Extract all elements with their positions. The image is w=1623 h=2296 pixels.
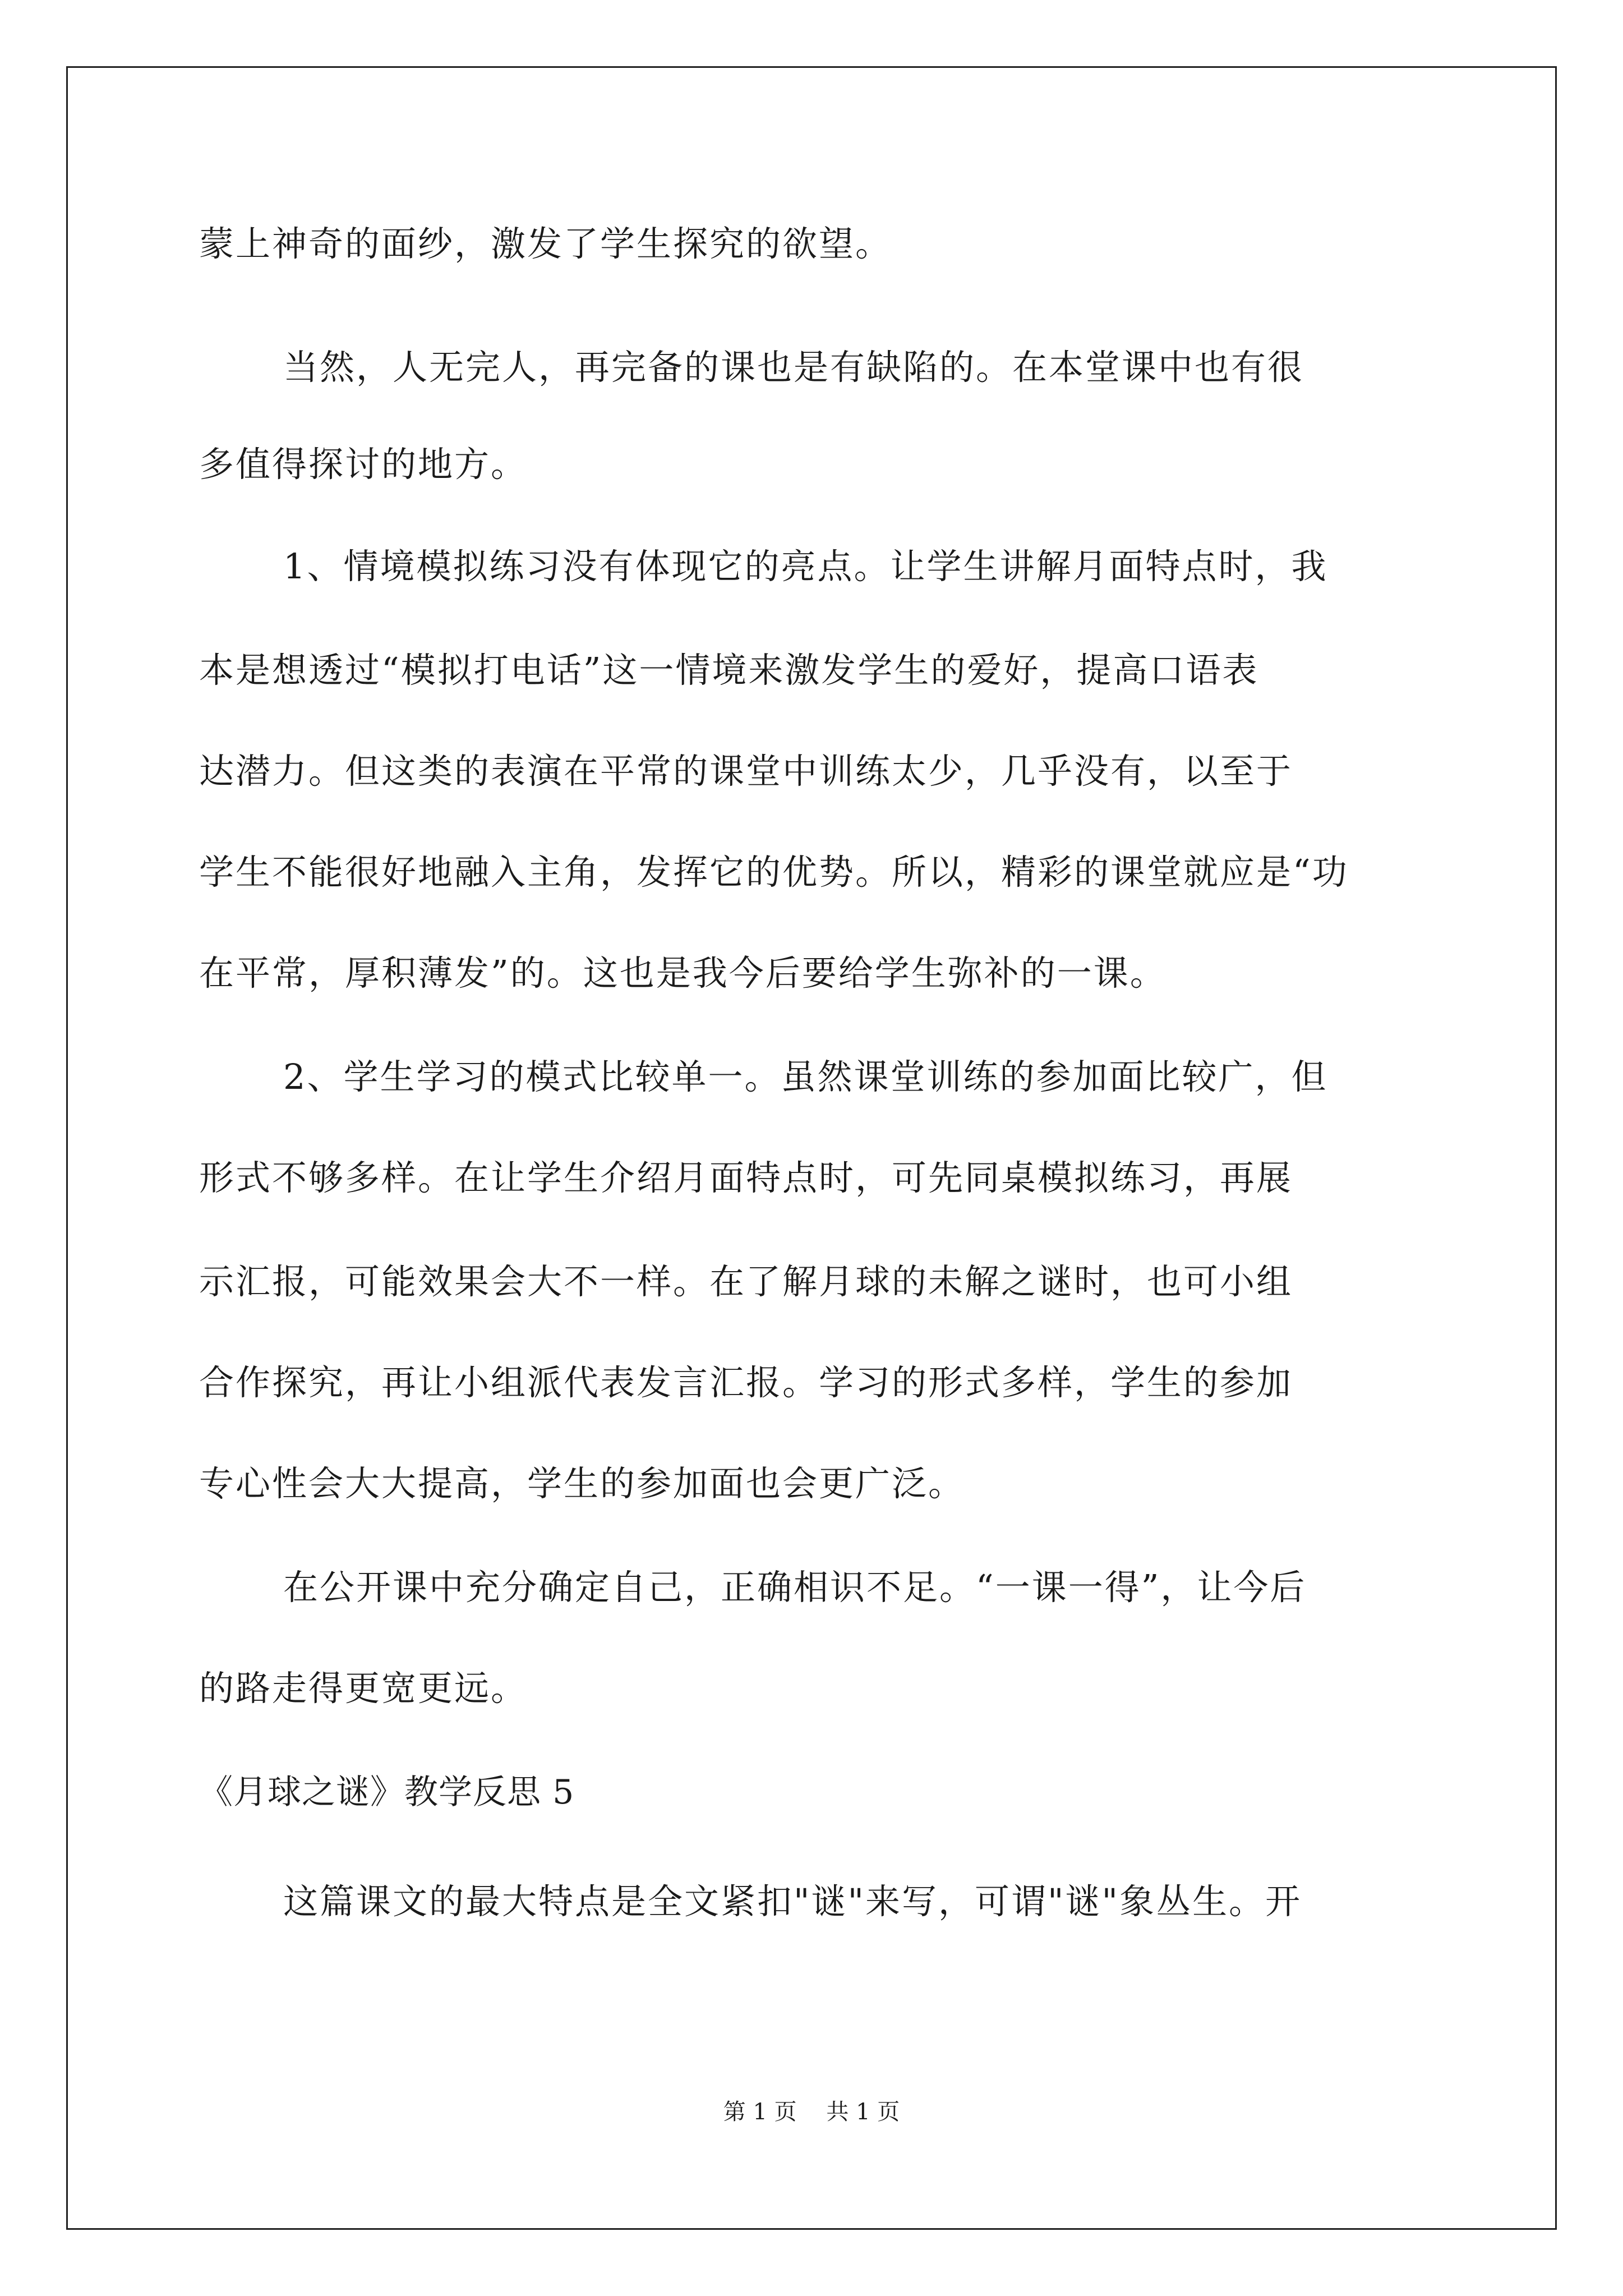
text-line-2: 当然，人无完人，再完备的课也是有缺陷的。在本堂课中也有很 [283,347,1304,388]
text-line-3: 多值得探讨的地方。 [199,444,528,485]
text-line-6: 达潜力。但这类的表演在平常的课堂中训练太少，几乎没有，以至于 [199,751,1293,792]
text-line-7: 学生不能很好地融入主角，发挥它的优势。所以，精彩的课堂就应是“功 [199,852,1349,892]
text-line-5: 本是想透过“模拟打电话”这一情境来激发学生的爱好，提高口语表 [199,650,1259,691]
text-line-11: 示汇报，可能效果会大不一样。在了解月球的未解之谜时，也可小组 [199,1261,1293,1302]
text-line-1: 蒙上神奇的面纱，激发了学生探究的欲望。 [199,223,892,264]
text-line-15: 的路走得更宽更远。 [199,1668,528,1709]
text-line-13: 专心性会大大提高，学生的参加面也会更广泛。 [199,1463,965,1504]
page-total: 共 1 页 [826,2099,900,2125]
text-line-12: 合作探究，再让小组派代表发言汇报。学习的形式多样，学生的参加 [199,1362,1293,1403]
section-heading: 《月球之谜》教学反思 5 [199,1773,575,1812]
page-number: 第 1 页 [723,2099,797,2125]
text-line-9: 2、学生学习的模式比较单一。虽然课堂训练的参加面比较广，但 [283,1056,1328,1097]
text-line-8: 在平常，厚积薄发”的。这也是我今后要给学生弥补的一课。 [199,953,1166,993]
text-line-16: 这篇课文的最大特点是全文紧扣"谜"来写，可谓"谜"象丛生。开 [283,1881,1302,1922]
text-line-14: 在公开课中充分确定自己，正确相识不足。“一课一得”，让今后 [283,1567,1307,1608]
page-footer [0,2098,1623,2126]
text-line-4: 1、情境模拟练习没有体现它的亮点。让学生讲解月面特点时，我 [283,546,1328,587]
text-line-10: 形式不够多样。在让学生介绍月面特点时，可先同桌模拟练习，再展 [199,1157,1293,1198]
